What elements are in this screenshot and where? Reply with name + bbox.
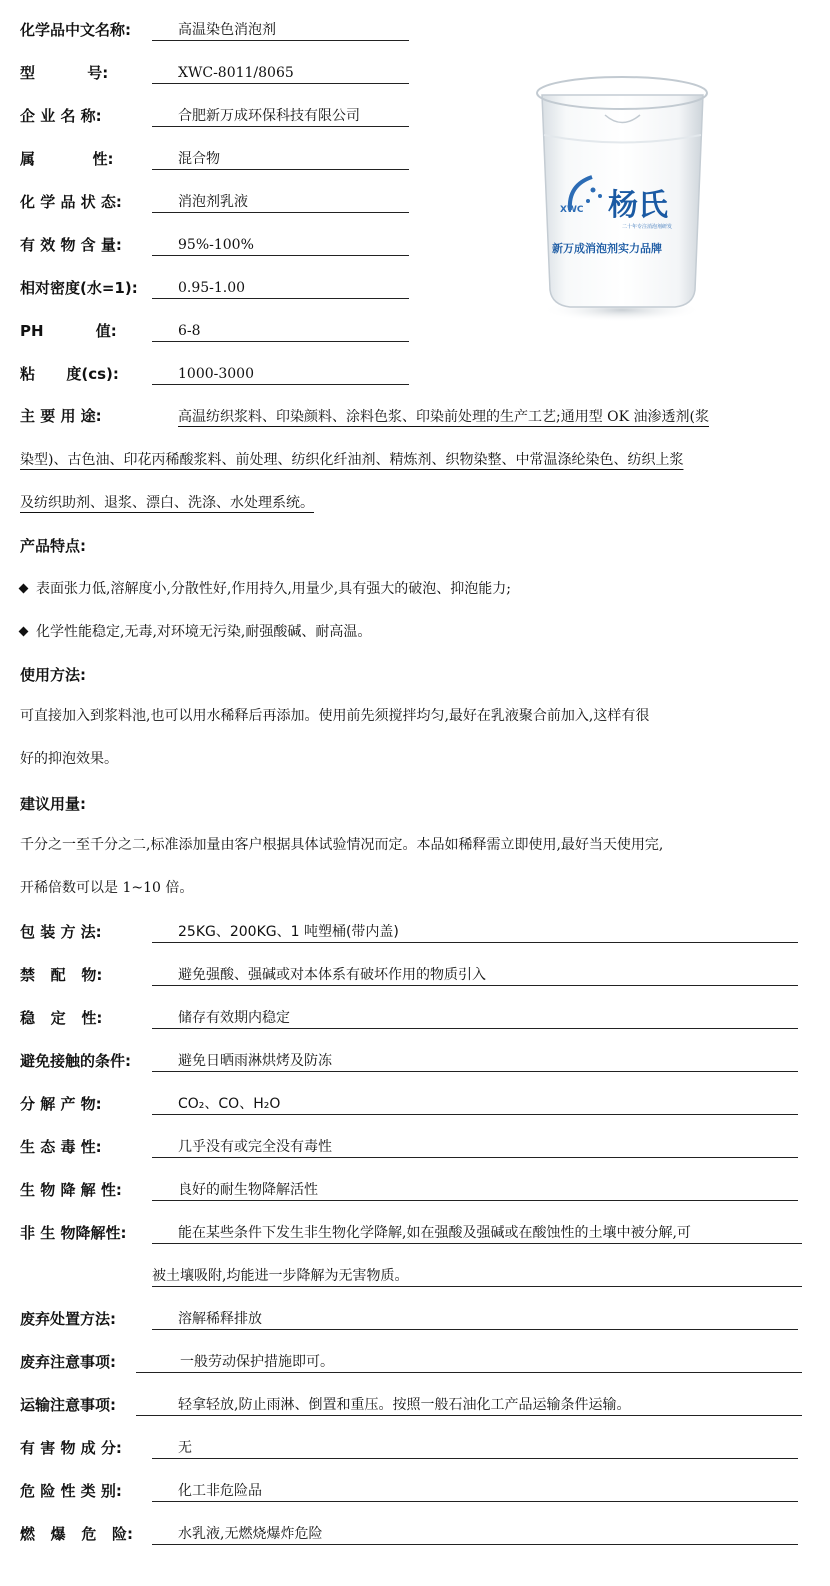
nonbio-label: 非 生 物降解性:	[20, 1224, 127, 1242]
bio-value: 良好的耐生物降解活性	[152, 1179, 798, 1201]
disposal-note-label: 废弃注意事项:	[20, 1353, 116, 1371]
incompat-value: 避免强酸、强碱或对本体系有破坏作用的物质引入	[152, 964, 798, 986]
state-value: 消泡剂乳液	[152, 191, 409, 213]
features-heading: 产品特点:	[20, 537, 86, 555]
attribute-value: 混合物	[152, 148, 409, 170]
eco-value: 几乎没有或完全没有毒性	[152, 1136, 798, 1158]
ph-value: 6-8	[152, 320, 409, 342]
hazard-label: 危 险 性 类 别:	[20, 1482, 122, 1500]
harmful-label: 有 害 物 成 分:	[20, 1439, 122, 1457]
explosion-label: 燃 爆 危 险:	[20, 1525, 133, 1543]
explosion-value: 水乳液,无燃烧爆炸危险	[152, 1523, 798, 1545]
company-label: 企 业 名 称:	[20, 107, 102, 125]
content-value: 95%-100%	[152, 234, 409, 256]
eco-label: 生 态 毒 性:	[20, 1138, 102, 1156]
incompat-label: 禁 配 物:	[20, 966, 103, 984]
dosage-line-2: 开稀倍数可以是 1~10 倍。	[20, 880, 194, 896]
stability-label: 稳 定 性:	[20, 1009, 103, 1027]
model-label: 型 号:	[20, 64, 109, 82]
dosage-line-1: 千分之一至千分之二,标准添加量由客户根据具体试验情况而定。本品如稀释需立即使用,最好当天使用完,	[20, 837, 664, 853]
feature-item: 化学性能稳定,无毒,对环境无污染,耐强酸碱、耐高温。	[20, 617, 371, 647]
harmful-value: 无	[152, 1437, 798, 1459]
attribute-label: 属 性:	[20, 150, 114, 168]
dosage-paragraph	[20, 824, 810, 910]
method-line-1: 可直接加入到浆料池,也可以用水稀释后再添加。使用前先须搅拌均匀,最好在乳液聚合前加入,这样有很	[20, 708, 650, 724]
content-label: 有 效 物 含 量:	[20, 236, 122, 254]
product-name-label: 化学品中文名称:	[20, 21, 131, 39]
decomp-label: 分 解 产 物:	[20, 1095, 102, 1113]
product-beaker-image	[530, 55, 715, 325]
usage-line-2: 染型)、古色油、印花丙稀酸浆料、前处理、纺织化纤油剂、精炼剂、织物染整、中常温涤纶染色、纺织上浆	[20, 452, 684, 468]
packaging-value: 25KG、200KG、1 吨塑桶(带内盖)	[152, 921, 798, 943]
ph-label: PH 值:	[20, 322, 117, 340]
method-paragraph	[20, 695, 810, 781]
beaker-brand: 杨氏	[608, 188, 668, 223]
usage-label: 主 要 用 途:	[20, 407, 102, 425]
density-value: 0.95-1.00	[152, 277, 409, 299]
nonbio-value-line-2: 被土壤吸附,均能进一步降解为无害物质。	[152, 1265, 802, 1287]
viscosity-label: 粘 度(cs):	[20, 365, 119, 383]
method-line-2: 好的抑泡效果。	[20, 751, 118, 767]
method-heading: 使用方法:	[20, 666, 86, 684]
usage-line-3: 及纺织助剂、退浆、漂白、洗涤、水处理系统。	[20, 495, 314, 511]
diamond-bullet-icon	[19, 584, 29, 594]
beaker-brand-sub: 二十年专注消泡剂研发	[622, 224, 673, 230]
packaging-label: 包 装 方 法:	[20, 923, 102, 941]
company-value: 合肥新万成环保科技有限公司	[152, 105, 409, 127]
transport-value: 轻拿轻放,防止雨淋、倒置和重压。按照一般石油化工产品运输条件运输。	[136, 1394, 802, 1416]
decomp-value: CO₂、CO、H₂O	[152, 1093, 798, 1115]
disposal-value: 溶解稀释排放	[152, 1308, 798, 1330]
density-label: 相对密度(水=1):	[20, 279, 138, 297]
avoid-label: 避免接触的条件:	[20, 1052, 131, 1070]
usage-paragraph	[20, 395, 810, 525]
disposal-label: 废弃处置方法:	[20, 1310, 116, 1328]
diamond-bullet-icon	[19, 627, 29, 637]
disposal-note-value: 一般劳动保护措施即可。	[136, 1351, 802, 1373]
model-value: XWC-8011/8065	[152, 62, 409, 84]
product-name-value: 高温染色消泡剂	[152, 19, 409, 41]
feature-item: 表面张力低,溶解度小,分散性好,作用持久,用量少,具有强大的破泡、抑泡能力;	[20, 574, 511, 604]
usage-line-1: 高温纺织浆料、印染颜料、涂料色浆、印染前处理的生产工艺;通用型 OK 油渗透剂(浆	[178, 409, 710, 425]
state-label: 化 学 品 状 态:	[20, 193, 122, 211]
bio-label: 生 物 降 解 性:	[20, 1181, 122, 1199]
viscosity-value: 1000-3000	[152, 363, 409, 385]
beaker-slogan: 新万成消泡剂实力品牌	[552, 242, 662, 255]
dosage-heading: 建议用量:	[20, 795, 86, 813]
transport-label: 运输注意事项:	[20, 1396, 116, 1414]
avoid-value: 避免日晒雨淋烘烤及防冻	[152, 1050, 798, 1072]
beaker-logo-abbr: XWC	[560, 205, 584, 215]
hazard-value: 化工非危险品	[152, 1480, 798, 1502]
stability-value: 储存有效期内稳定	[152, 1007, 798, 1029]
nonbio-value-line-1: 能在某些条件下发生非生物化学降解,如在强酸及强碱或在酸蚀性的土壤中被分解,可	[152, 1222, 802, 1244]
